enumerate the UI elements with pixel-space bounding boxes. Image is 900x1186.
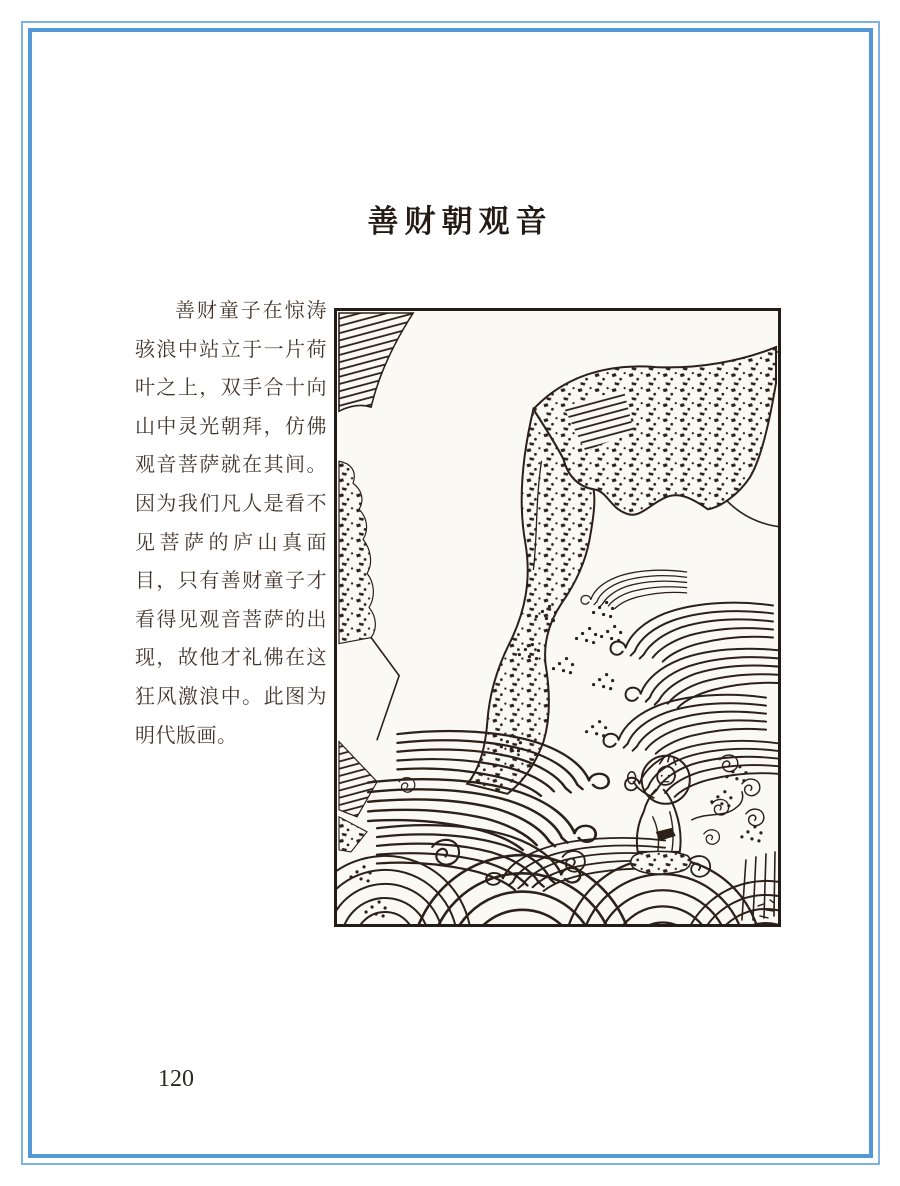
lotus-leaf [631, 851, 691, 874]
rock-bottom-left [339, 742, 377, 817]
woodblock-illustration [337, 311, 778, 924]
rock-top-left [339, 313, 413, 411]
intro-paragraph: 善财童子在惊涛骇浪中站立于一片荷叶之上，双手合十向山中灵光朝拜，仿佛观音菩萨就在其间。因为我们凡人是看不见菩萨的庐山真面目，只有善财童子才看得见观音菩萨的出现，故他才礼佛在这狂风激浪中。此图为明代版画。 [135, 300, 327, 747]
woodblock-print-frame [334, 308, 781, 927]
rock-left-band [339, 461, 375, 643]
page-title: 善财朝观音 [367, 204, 553, 239]
page-number: 120 [158, 1066, 194, 1092]
waves-right [581, 570, 778, 797]
